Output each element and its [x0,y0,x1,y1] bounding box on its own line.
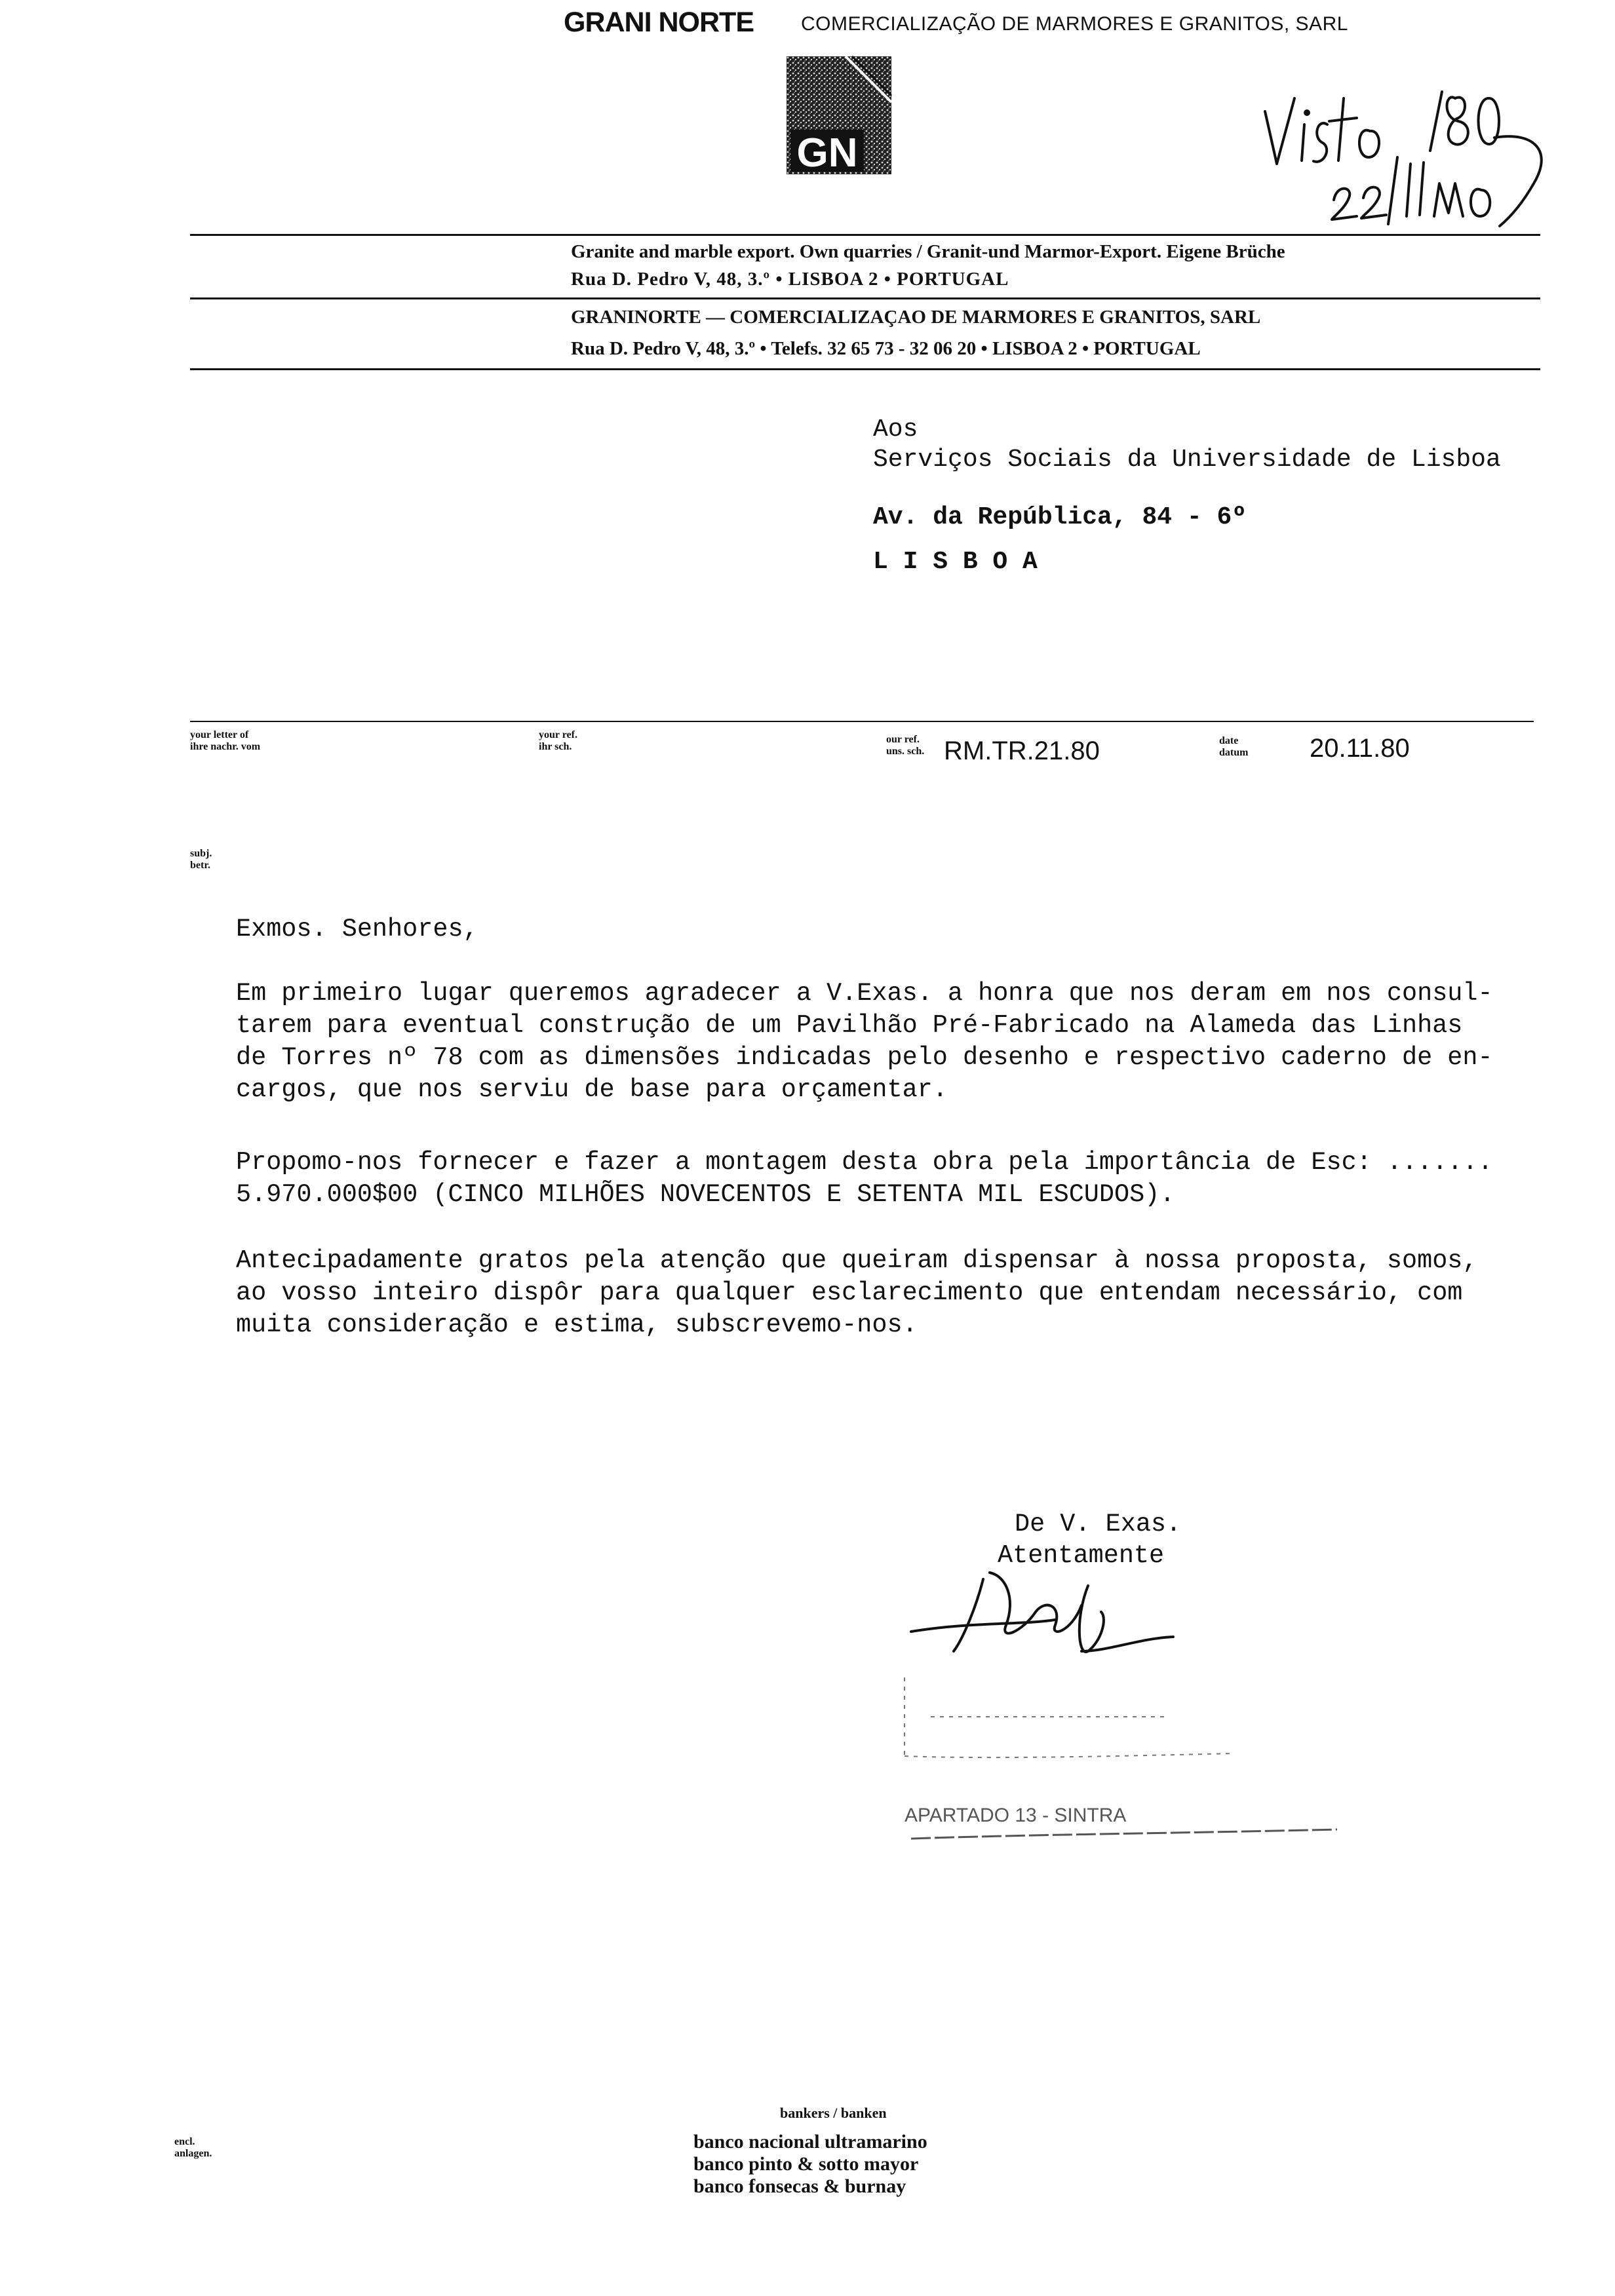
bankers-heading: bankers / banken [780,2105,887,2121]
recipient-line-3: Av. da República, 84 - 6º [873,503,1247,531]
paragraph-3 [236,1245,1478,1341]
recipient-line-4: L I S B O A [873,548,1038,576]
company-logo-icon [787,56,891,174]
paragraph-3-line: muita consideração e estima, subscrevemo-nos. [236,1311,918,1339]
signature-and-stamp-icon [891,1559,1350,1861]
company-tagline: COMERCIALIZAÇÃO DE MARMORES E GRANITOS, SARL [801,13,1348,35]
recipient-line-2: Serviços Sociais da Universidade de Lisboa [873,446,1501,474]
paragraph-1-line: cargos, que nos serviu de base para orçamentar. [236,1075,948,1104]
our-ref-value: RM.TR.21.80 [944,737,1100,765]
paragraph-1-line: de Torres nº 78 com as dimensões indicadas pelo desenho e respectivo caderno de en- [236,1043,1493,1072]
closing-line-1: De V. Exas. [1015,1510,1182,1539]
letterhead-contact-line: Rua D. Pedro V, 48, 3.º • Telefs. 32 65 73 - 32 06 20 • LISBOA 2 • PORTUGAL [571,338,1201,359]
bank-name: banco pinto & sotto mayor [693,2153,919,2175]
logo-lettering: GN [796,130,858,176]
letterhead-address-line: Rua D. Pedro V, 48, 3.º • LISBOA 2 • PORTUGAL [571,269,1009,290]
your-ref-label: your ref. ihr sch. [539,729,577,752]
paragraph-3-line: ao vosso inteiro dispôr para qualquer esclarecimento que entendam necessário, com [236,1278,1463,1307]
paragraph-1-line: Em primeiro lugar queremos agradecer a V.Exas. a honra que nos deram em nos consul- [236,979,1493,1008]
letterhead-company-line: GRANINORTE — COMERCIALIZAÇAO DE MARMORES E GRANITOS, SARL [571,307,1261,328]
paragraph-2-line: 5.970.000$00 (CINCO MILHÕES NOVECENTOS E SETENTA MIL ESCUDOS). [236,1180,1175,1209]
date-label: date datum [1219,735,1249,758]
our-ref-label: our ref. uns. sch. [886,734,925,757]
handwritten-approval-annotation [1258,52,1560,229]
paragraph-2 [236,1147,1493,1211]
header-rule-top [190,234,1540,236]
header-rule-bottom [190,368,1540,370]
company-brand-name: GRANI NORTE [564,7,754,38]
your-letter-label: your letter of ihre nachr. vom [190,729,261,752]
letterhead-export-line: Granite and marble export. Own quarries / Granit-und Marmor-Export. Eigene Brüche [571,241,1285,262]
salutation: Exmos. Senhores, [236,915,478,944]
subject-label: subj. betr. [190,848,212,871]
paragraph-1 [236,978,1493,1106]
paragraph-1-line: tarem para eventual construção de um Pavilhão Pré-Fabricado na Alameda das Linhas [236,1011,1463,1040]
stamp-text: APARTADO 13 - SINTRA [905,1805,1127,1826]
bank-name-cropped: banco fonsecas & burnay [693,2175,906,2197]
date-value: 20.11.80 [1310,734,1410,763]
reference-rule [190,721,1534,722]
recipient-line-1: Aos [873,415,918,444]
paragraph-2-line: Propomo-nos fornecer e fazer a montagem desta obra pela importância de Esc: ....... [236,1148,1493,1177]
closing-line-2: Atentamente [998,1541,1165,1570]
enclosures-label: encl. anlagen. [174,2136,212,2159]
paragraph-3-line: Antecipadamente gratos pela atenção que queiram dispensar à nossa proposta, somos, [236,1246,1478,1275]
bank-name: banco nacional ultramarino [693,2131,927,2152]
header-rule-middle [190,297,1540,299]
